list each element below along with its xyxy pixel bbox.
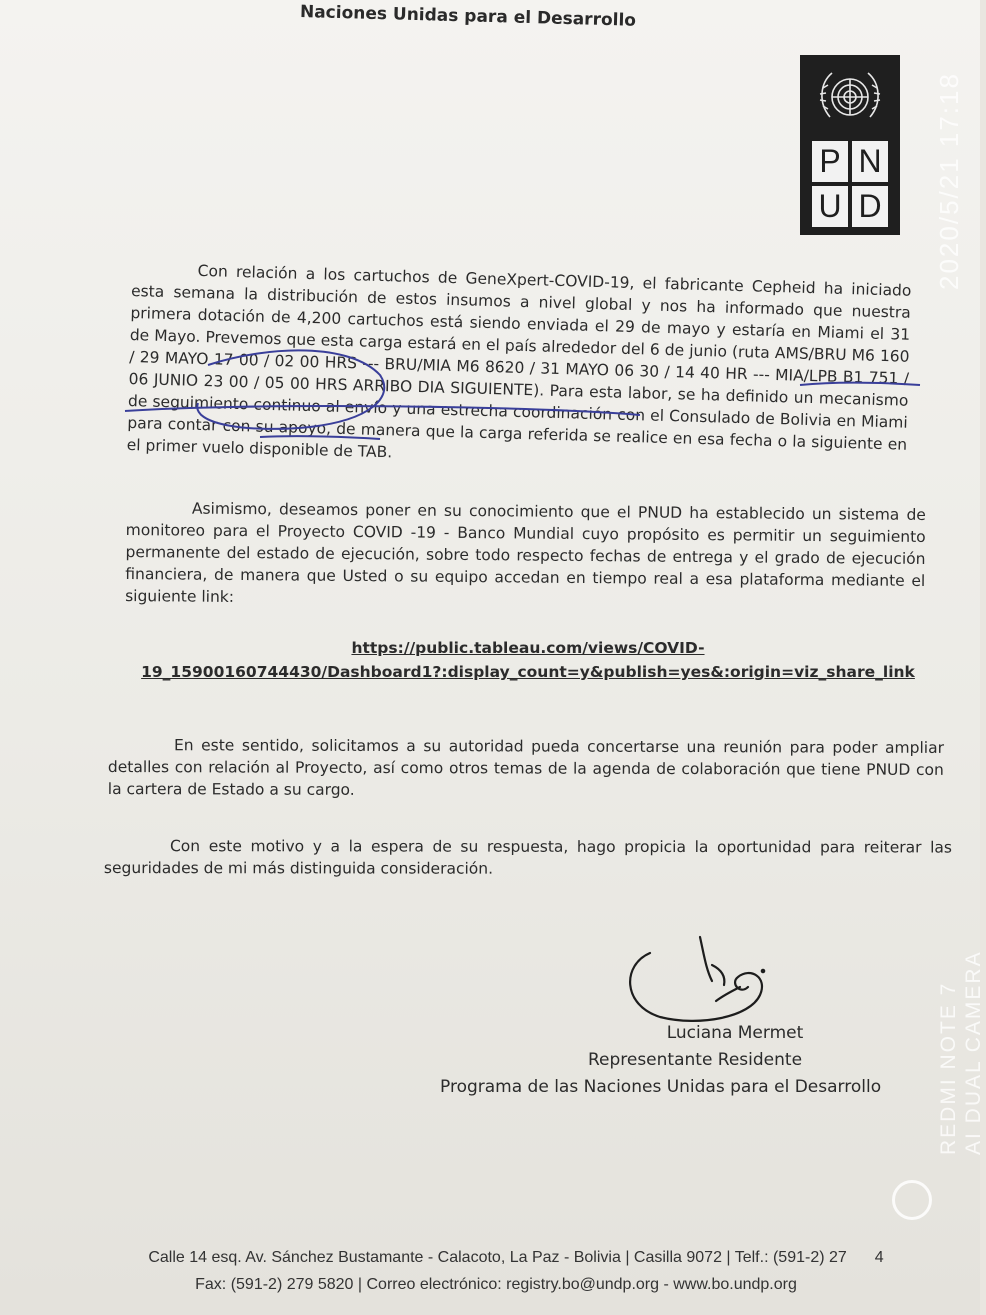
link-line-2[interactable]: 19_15900160744430/Dashboard1?:display_count=y&publish=yes&:origin=viz_share_link (141, 663, 915, 681)
camera-ring-icon (892, 1180, 932, 1220)
logo-letters (812, 141, 888, 227)
camera-watermark (936, 950, 986, 1155)
footer-phone-end: 4 (874, 1249, 884, 1266)
logo-letter: P (812, 141, 848, 182)
paragraph-text: Con este motivo y a la espera de su respuesta, hago propicia la oportunidad para reiterar las seguridades de mi más distinguida consideración. (103, 837, 952, 878)
paragraph-text: Con relación a los cartuchos de GeneXpert-COVID-19, el fabricante Cepheid ha iniciado esta semana la distribución de estos insumos a nivel global y nos ha informado que nuestra primera dotación de 4,200 cartuchos está siendo enviada el 29 de mayo y estaría en Miami el 31 de Mayo. Prevemos que esta carga estará en el país alrededor del 6 de junio (ruta AMS/BRU M6 160 / 29 MAYO 17 00 / 02 00 HRS --- BRU/MIA M6 8620 / 31 MAYO 06 30 / 14 40 HR --- MIA/LPB B1 751 / 06 JUNIO 23 00 / 05 00 HRS ARRIBO DIA SIGUIENTE). Para esta labor, se ha definido un mecanismo de seguimiento continuo al envío y una estrecha coordinación con el Consulado de Bolivia en Miami para contar con su apoyo, de manera que la carga referida se realice en esa fecha o la siguiente en el primer vuelo disponible de TAB. (126, 261, 912, 462)
paragraph-text: En este sentido, solicitamos a su autoridad pueda concertarse una reunión para poder ampliar detalles con relación al Proyecto, así como otros temas de la agenda de colaboración que tiene PNUD con la cartera de Estado a su cargo. (107, 736, 944, 799)
un-emblem-icon (808, 63, 892, 131)
logo-letter: N (852, 141, 888, 182)
signer-title: Representante Residente (587, 1050, 803, 1070)
handwritten-signature (620, 925, 780, 1025)
undp-logo (800, 55, 900, 235)
pen-annotations (120, 345, 920, 455)
camera-model: REDMI NOTE 7 (937, 981, 960, 1155)
link-line-1[interactable]: https://public.tableau.com/views/COVID- (351, 639, 705, 657)
footer-contact (96, 1244, 936, 1298)
paragraph-monitoring (125, 497, 926, 614)
paragraph-meeting (108, 734, 944, 803)
signature-block (440, 1020, 910, 1101)
tableau-link[interactable] (118, 636, 938, 684)
logo-letter: D (852, 186, 888, 227)
footer-fax-email: Fax: (591-2) 279 5820 | Correo electrónico: registry.bo@undp.org - www.bo.undp.org (195, 1276, 797, 1293)
camera-type: AI DUAL CAMERA (962, 950, 985, 1155)
paragraph-text: Asimismo, deseamos poner en su conocimiento que el PNUD ha establecido un sistema de monitoreo para el Proyecto COVID -19 - Banco Mundial cuyo propósito es permitir un seguimiento permanente del estado de ejecución, sobre todo respecto fechas de entrega y el grado de ejecución financiera, de manera que Usted o su equipo accedan en tiempo real a esa plataforma mediante el siguiente link: (125, 499, 926, 606)
header-organization: Naciones Unidas para el Desarrollo (299, 2, 637, 31)
logo-letter: U (812, 186, 848, 227)
paragraph-closing (104, 835, 952, 880)
photo-datetime-stamp: 2020/5/21 17:18 (934, 72, 964, 290)
footer-address: Calle 14 esq. Av. Sánchez Bustamante - Calacoto, La Paz - Bolivia | Casilla 9072 | Telf.: (591-2) 27 (148, 1249, 847, 1266)
signer-name: Luciana Mermet (666, 1023, 804, 1043)
signer-organization: Programa de las Naciones Unidas para el Desarrollo (440, 1077, 882, 1097)
